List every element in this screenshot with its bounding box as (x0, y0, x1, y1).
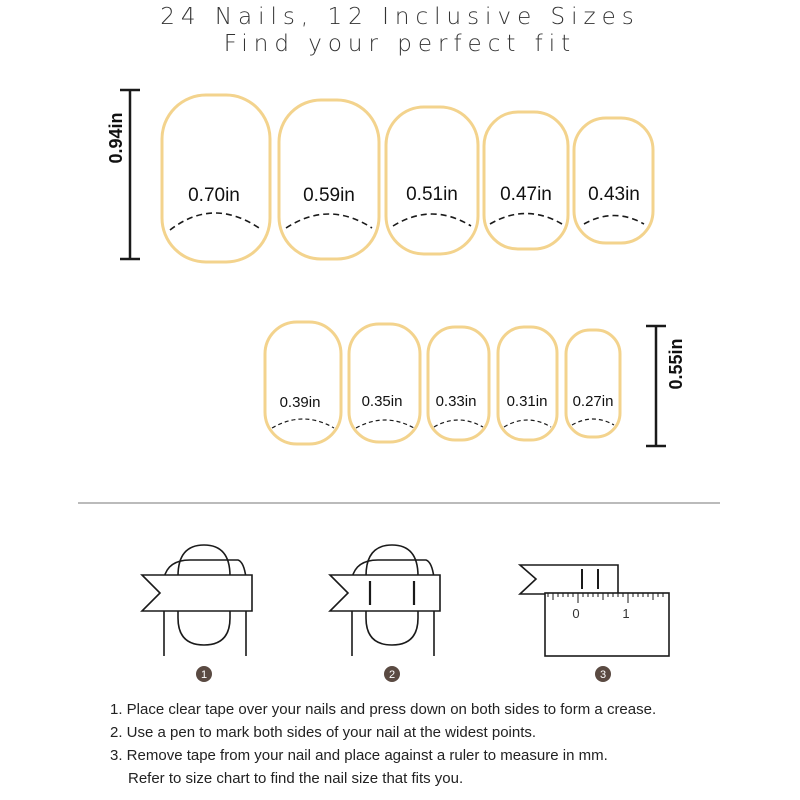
svg-text:2: 2 (388, 669, 396, 681)
height-bracket-small (646, 326, 666, 446)
cuticle-line (490, 214, 562, 225)
step2-illustration (330, 545, 440, 656)
nail-size-label: 0.43in (588, 184, 640, 205)
cuticle-line (504, 420, 551, 427)
nail-outline (279, 100, 379, 259)
nail-outline (349, 324, 420, 442)
nail-outline (484, 112, 568, 249)
height-label-small: 0.55in (666, 338, 686, 390)
nail-size-label: 0.33in (435, 393, 477, 410)
nail-outline (162, 95, 270, 262)
cuticle-line (572, 419, 614, 425)
cuticle-line (393, 214, 471, 226)
step-badge-3 (595, 666, 611, 682)
nail-size-label: 0.47in (500, 184, 552, 205)
step1-illustration (142, 545, 252, 656)
page-subtitle: Find your perfect fit (223, 31, 577, 57)
cuticle-line (584, 216, 644, 225)
instruction-step-3: 3. Remove tape from your nail and place against a ruler to measure in mm. (110, 747, 608, 764)
svg-text:1: 1 (200, 669, 208, 681)
step-badge-1 (196, 666, 212, 682)
step3-illustration (520, 565, 669, 656)
nail-size-label: 0.31in (506, 393, 548, 410)
instruction-step-2: 2. Use a pen to mark both sides of your nail at the widest points. (110, 724, 537, 741)
nail-size-label: 0.35in (361, 393, 403, 410)
nail-size-label: 0.39in (279, 394, 321, 411)
instruction-note: Refer to size chart to find the nail size that fits you. (128, 770, 464, 787)
nail-outline (566, 330, 620, 437)
nail-size-label: 0.27in (572, 393, 614, 410)
cuticle-line (170, 213, 262, 230)
ruler-label-1: 1 (622, 606, 630, 621)
nail-outline (386, 107, 478, 254)
instruction-step-1: 1. Place clear tape over your nails and press down on both sides to form a crease. (110, 701, 657, 718)
cuticle-line (356, 420, 414, 428)
cuticle-line (272, 419, 334, 428)
step-badge-2 (384, 666, 400, 682)
instructions-list (110, 698, 790, 790)
nail-outline (428, 327, 489, 440)
ruler (545, 593, 669, 656)
nail-outline (574, 118, 653, 243)
ruler-label-0: 0 (572, 606, 580, 621)
page-title: 24 Nails, 12 Inclusive Sizes (160, 4, 640, 30)
cuticle-line (434, 420, 483, 427)
nail-size-label: 0.70in (188, 185, 240, 206)
nail-size-label: 0.59in (303, 185, 355, 206)
svg-text:3: 3 (599, 669, 607, 681)
nail-outline (265, 322, 341, 444)
height-label-large: 0.94in (106, 112, 126, 164)
nail-outline (498, 327, 557, 440)
nail-size-label: 0.51in (406, 184, 458, 205)
cuticle-line (286, 214, 372, 228)
